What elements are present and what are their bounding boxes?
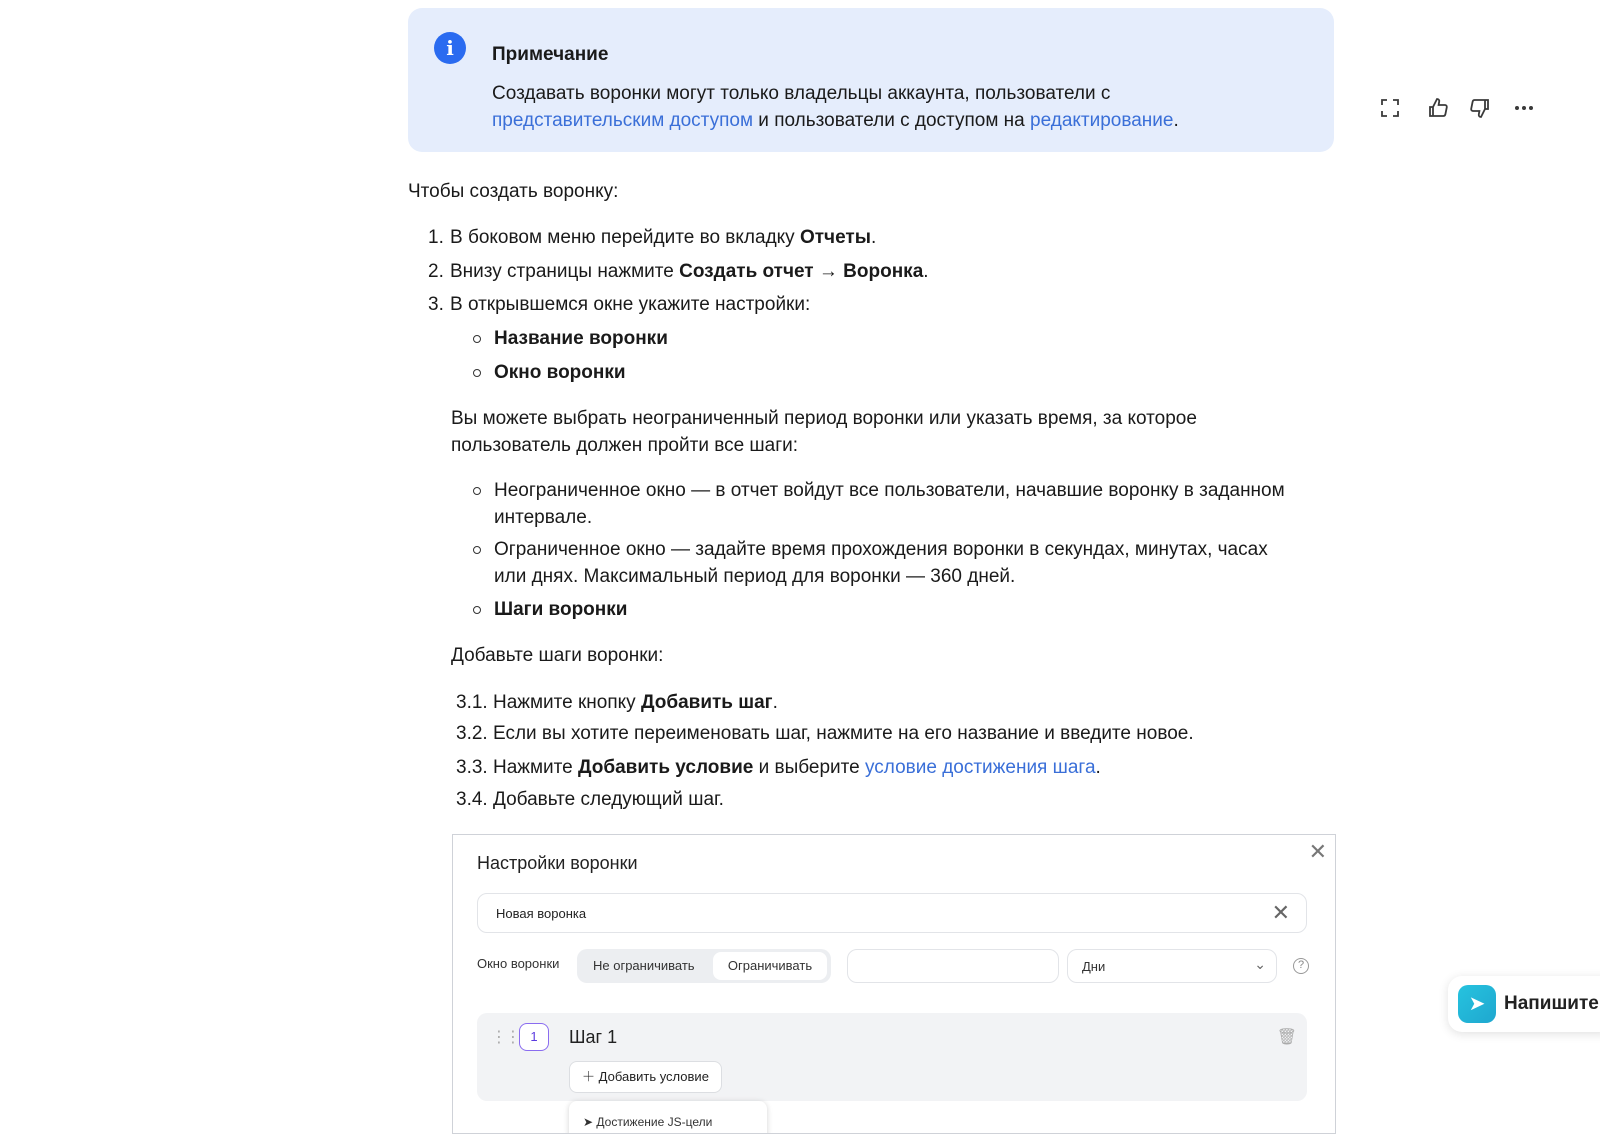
note-text-part: Создавать воронки могут только владельцы аккаунта, пользователи с <box>492 83 1111 104</box>
list-text: . <box>1095 757 1101 778</box>
input-value: Новая воронка <box>496 906 587 921</box>
create-report-label: Создать отчет → Воронка <box>679 261 924 282</box>
list-number: 3.3. <box>456 757 488 778</box>
segment-unlimited[interactable]: Не ограничивать <box>593 958 695 973</box>
list-number: 3.1. <box>456 692 488 713</box>
edit-access-link[interactable]: редактирование <box>1030 110 1174 131</box>
step-row <box>477 1013 1307 1101</box>
bullet <box>473 369 481 377</box>
chat-label: Напишите <box>1504 993 1599 1014</box>
select-value: Дни <box>1082 959 1106 974</box>
list-text: . <box>772 692 778 713</box>
bullet <box>473 546 481 554</box>
list-number: 3.4. <box>456 789 488 810</box>
list-text: и выберите <box>753 757 865 778</box>
condition-dropdown[interactable] <box>569 1101 767 1134</box>
chevron-down-icon: ⌄ <box>1254 956 1266 972</box>
text-line: Вы можете выбрать неограниченный период воронки или указать время, за которое <box>451 408 1197 429</box>
intro-text: Чтобы создать воронку: <box>408 181 619 202</box>
window-description <box>451 405 1197 459</box>
drag-handle-icon[interactable]: ⋮⋮ <box>491 1029 519 1046</box>
button-label: Добавить условие <box>598 1069 709 1084</box>
text-line: интервале. <box>494 507 593 528</box>
list-item <box>456 720 1194 747</box>
help-icon[interactable]: ? <box>1293 958 1309 974</box>
thumbs-down-icon[interactable] <box>1468 96 1496 124</box>
note-block <box>408 8 1334 152</box>
step-condition-link[interactable]: условие достижения шага <box>865 757 1096 778</box>
list-text: . <box>870 227 877 248</box>
bold-text: Окно воронки <box>494 362 626 383</box>
bold-text: Название воронки <box>494 328 668 349</box>
note-title: Примечание <box>492 44 609 65</box>
dropdown-item-label: Достижение JS-цели <box>596 1115 713 1129</box>
limited-window-text <box>494 536 1268 590</box>
send-icon: ➤ <box>583 1115 594 1129</box>
chat-button[interactable] <box>1448 976 1600 1032</box>
close-icon[interactable]: ✕ <box>1308 839 1327 864</box>
clear-icon[interactable]: ✕ <box>1271 900 1290 925</box>
list-item <box>428 258 929 285</box>
list-item <box>428 224 876 251</box>
text-line: Неограниченное окно — в отчет войдут все пользователи, начавшие воронку в заданном <box>494 480 1285 501</box>
list-number: 3.2. <box>456 723 488 744</box>
text-line: или днях. Максимальный период для воронки — 360 дней. <box>494 566 1016 587</box>
unit-select[interactable] <box>1067 949 1277 983</box>
reports-label: Отчеты <box>799 227 871 248</box>
window-value-input[interactable] <box>847 949 1059 983</box>
funnel-name-input[interactable] <box>477 893 1307 933</box>
step-number: 1 <box>519 1023 549 1051</box>
representative-access-link[interactable]: представительским доступом <box>492 110 754 131</box>
bullet <box>473 606 481 614</box>
window-label: Окно воронки <box>477 956 560 971</box>
list-text: Добавьте следующий шаг. <box>492 789 724 810</box>
list-number: 2. <box>428 261 444 282</box>
plus-icon: ＋ <box>582 1069 596 1084</box>
add-condition-button[interactable] <box>569 1061 722 1093</box>
funnel-window-label <box>494 359 626 386</box>
info-icon: i <box>434 32 466 64</box>
list-item <box>456 689 778 716</box>
list-text: Внизу страницы нажмите <box>450 261 680 282</box>
fullscreen-icon[interactable] <box>1378 96 1406 124</box>
more-icon[interactable] <box>1512 96 1540 124</box>
text-line: Ограниченное окно — задайте время прохождения воронки в секундах, минутах, часах <box>494 539 1268 560</box>
funnel-steps-label <box>494 596 627 623</box>
bold-text: Шаги воронки <box>494 599 628 620</box>
bullet <box>473 335 481 343</box>
list-item <box>456 754 1101 781</box>
funnel-name-label <box>494 325 668 352</box>
card-title: Настройки воронки <box>477 853 638 873</box>
bullet <box>473 487 481 495</box>
unlimited-window-text <box>494 477 1285 531</box>
trash-icon[interactable]: 🗑 <box>1276 1029 1297 1046</box>
note-text-part: и пользователи с доступом на <box>753 110 1031 131</box>
segment-limited[interactable]: Ограничивать <box>713 952 827 980</box>
paper-plane-icon: ➤ <box>1458 985 1496 1023</box>
list-text: Нажмите кнопку <box>492 692 641 713</box>
text-line: пользователь должен пройти все шаги: <box>451 435 799 456</box>
add-step-label: Добавить шаг <box>640 692 773 713</box>
list-text: Если вы хотите переименовать шаг, нажмите на его название и введите новое. <box>492 723 1194 744</box>
list-text: . <box>923 261 929 282</box>
window-segmented-control <box>577 949 831 983</box>
thumbs-up-icon[interactable] <box>1426 96 1454 124</box>
list-item <box>428 291 810 318</box>
list-number: 3. <box>428 294 444 315</box>
note-text <box>492 80 1312 134</box>
list-text: В открывшемся окне укажите настройки: <box>450 294 811 315</box>
note-text-part: . <box>1173 110 1179 131</box>
list-text: В боковом меню перейдите во вкладку <box>450 227 800 248</box>
list-item <box>456 786 724 813</box>
step-name[interactable]: Шаг 1 <box>569 1027 618 1047</box>
funnel-settings-screenshot <box>452 834 1336 1134</box>
add-condition-label: Добавить условие <box>578 757 754 778</box>
add-steps-text: Добавьте шаги воронки: <box>451 645 664 666</box>
list-text: Нажмите <box>492 757 578 778</box>
list-number: 1. <box>428 227 444 248</box>
